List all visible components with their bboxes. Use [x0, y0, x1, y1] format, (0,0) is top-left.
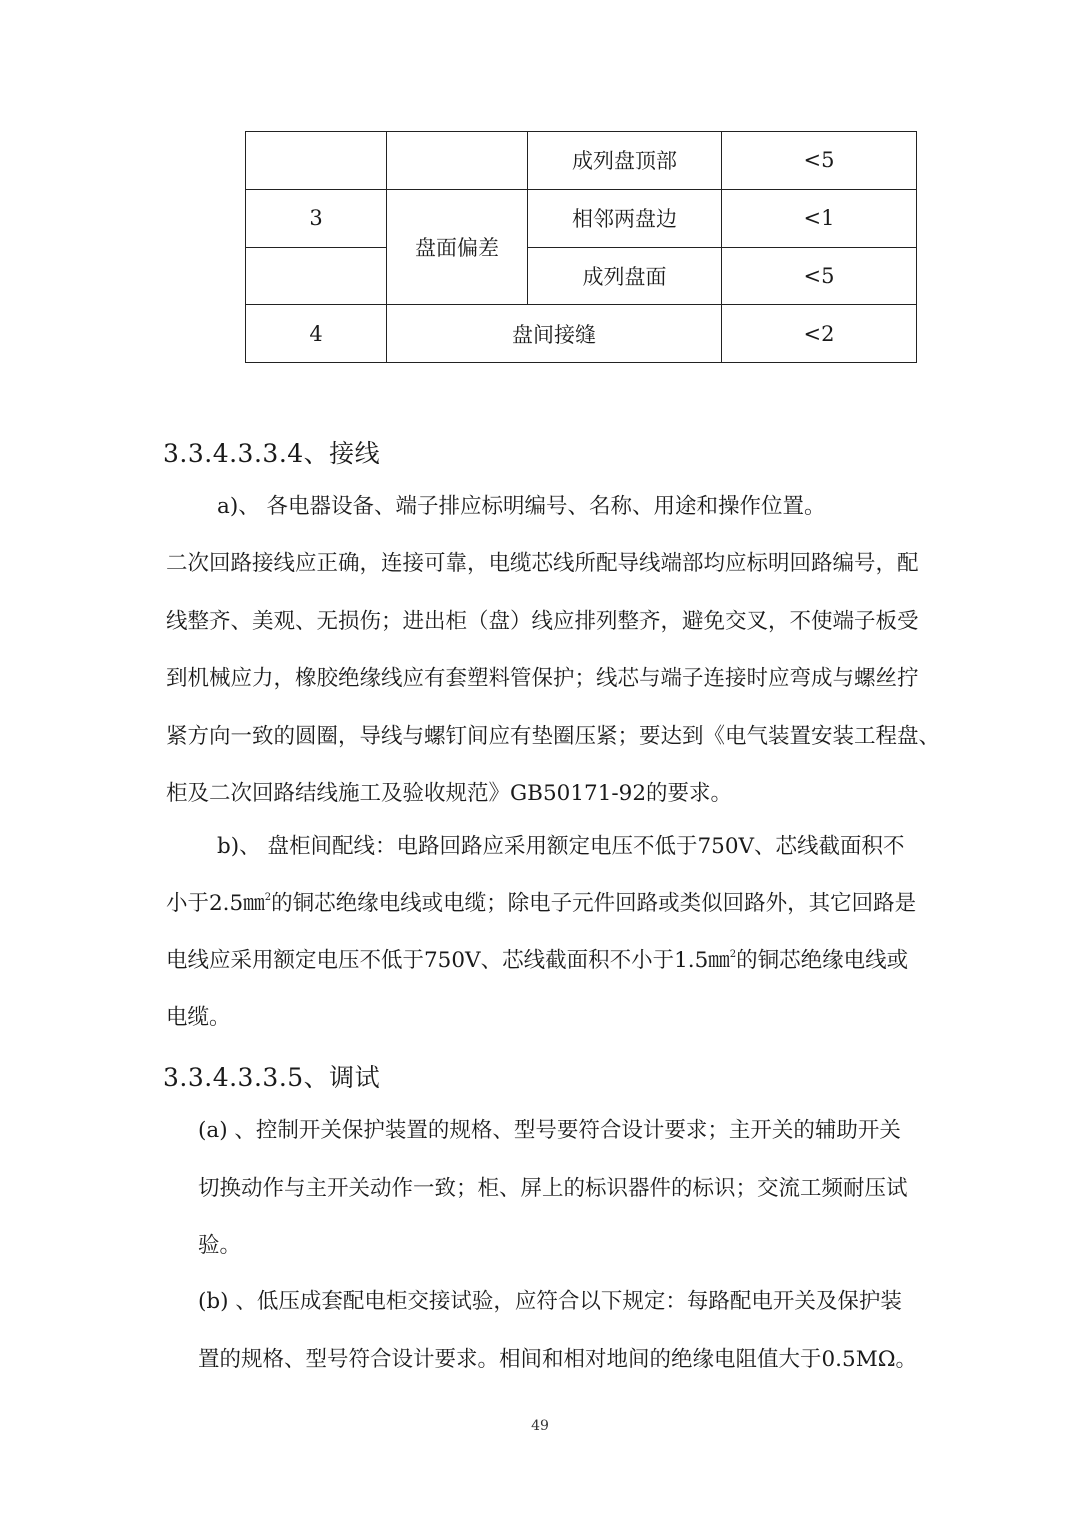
- table-cell-no: [246, 132, 387, 190]
- table-cell-sub: 相邻两盘边: [528, 189, 722, 247]
- paragraph-line: 置的规格、型号符合设计要求。相间和相对地间的绝缘电阻值大于0.5MΩ。: [198, 1346, 918, 1372]
- section-heading-debug: 3.3.4.3.3.5、调试: [163, 1063, 381, 1092]
- table-cell-sub: 成列盘面: [528, 247, 722, 305]
- wiring-item-a: a)、 各电器设备、端子排应标明编号、名称、用途和操作位置。: [217, 494, 826, 519]
- table-cell-item: [387, 132, 528, 190]
- paragraph-line: 线整齐、美观、无损伤；进出柜（盘）线应排列整齐，避免交叉，不使端子板受: [166, 608, 919, 634]
- table-cell-sub: 成列盘顶部: [528, 132, 722, 190]
- table-cell-item: 盘间接缝: [387, 305, 722, 363]
- wiring-paragraph: [166, 535, 940, 823]
- table-cell-value: <5: [722, 132, 917, 190]
- superscript: 2: [264, 892, 272, 903]
- paragraph-line: 切换动作与主开关动作一致；柜、屏上的标识器件的标识；交流工频耐压试: [198, 1175, 908, 1201]
- wiring-item-b-line1: b)、 盘柜间配线：电路回路应采用额定电压不低于750V、芯线截面积不: [217, 834, 905, 859]
- superscript: 2: [729, 949, 737, 960]
- text-run: 电线应采用额定电压不低于750V、芯线截面积不小于1.5㎜: [166, 948, 730, 973]
- table-cell-item: 盘面偏差: [387, 189, 528, 305]
- text-run: 的铜芯绝缘电线或: [736, 948, 909, 973]
- table-cell-no: 4: [246, 305, 387, 363]
- page-number: 49: [531, 1418, 549, 1434]
- paragraph-line: 柜及二次回路结线施工及验收规范》GB50171-92的要求。: [166, 781, 732, 806]
- debug-item-a: [198, 1102, 908, 1275]
- wiring-item-b-line3: [166, 932, 908, 990]
- section-heading-wiring: 3.3.4.3.3.4、接线: [163, 439, 381, 468]
- paragraph-line: 到机械应力，橡胶绝缘线应有套塑料管保护；线芯与端子连接时应弯成与螺丝拧: [166, 666, 919, 691]
- table-cell-value: <5: [722, 247, 917, 305]
- debug-item-b: [198, 1273, 917, 1388]
- table-row: [246, 247, 917, 305]
- wiring-item-b-line4: 电缆。: [166, 1005, 231, 1030]
- paragraph-line: 验。: [198, 1233, 242, 1258]
- table-row: [246, 189, 917, 247]
- text-run: 小于2.5㎜: [166, 891, 265, 916]
- table-cell-value: <1: [722, 189, 917, 247]
- paragraph-line: 二次回路接线应正确，连接可靠，电缆芯线所配导线端部均应标明回路编号，配: [166, 551, 919, 576]
- paragraph-line: (b) 、低压成套配电柜交接试验，应符合以下规定：每路配电开关及保护装: [198, 1289, 902, 1314]
- table-cell-no: 3: [246, 189, 387, 247]
- table-cell-no: [246, 247, 387, 305]
- paragraph-line: (a) 、控制开关保护装置的规格、型号要符合设计要求；主开关的辅助开关: [198, 1118, 901, 1143]
- wiring-item-b-line2: [166, 875, 916, 933]
- table-row: [246, 305, 917, 363]
- paragraph-line: 紧方向一致的圆圈，导线与螺钉间应有垫圈压紧；要达到《电气装置安装工程盘、: [166, 723, 941, 749]
- table-cell-value: <2: [722, 305, 917, 363]
- table-row: [246, 132, 917, 190]
- text-run: 的铜芯绝缘电线或电缆；除电子元件回路或类似回路外，其它回路是: [271, 891, 917, 916]
- deviation-table: [245, 131, 917, 363]
